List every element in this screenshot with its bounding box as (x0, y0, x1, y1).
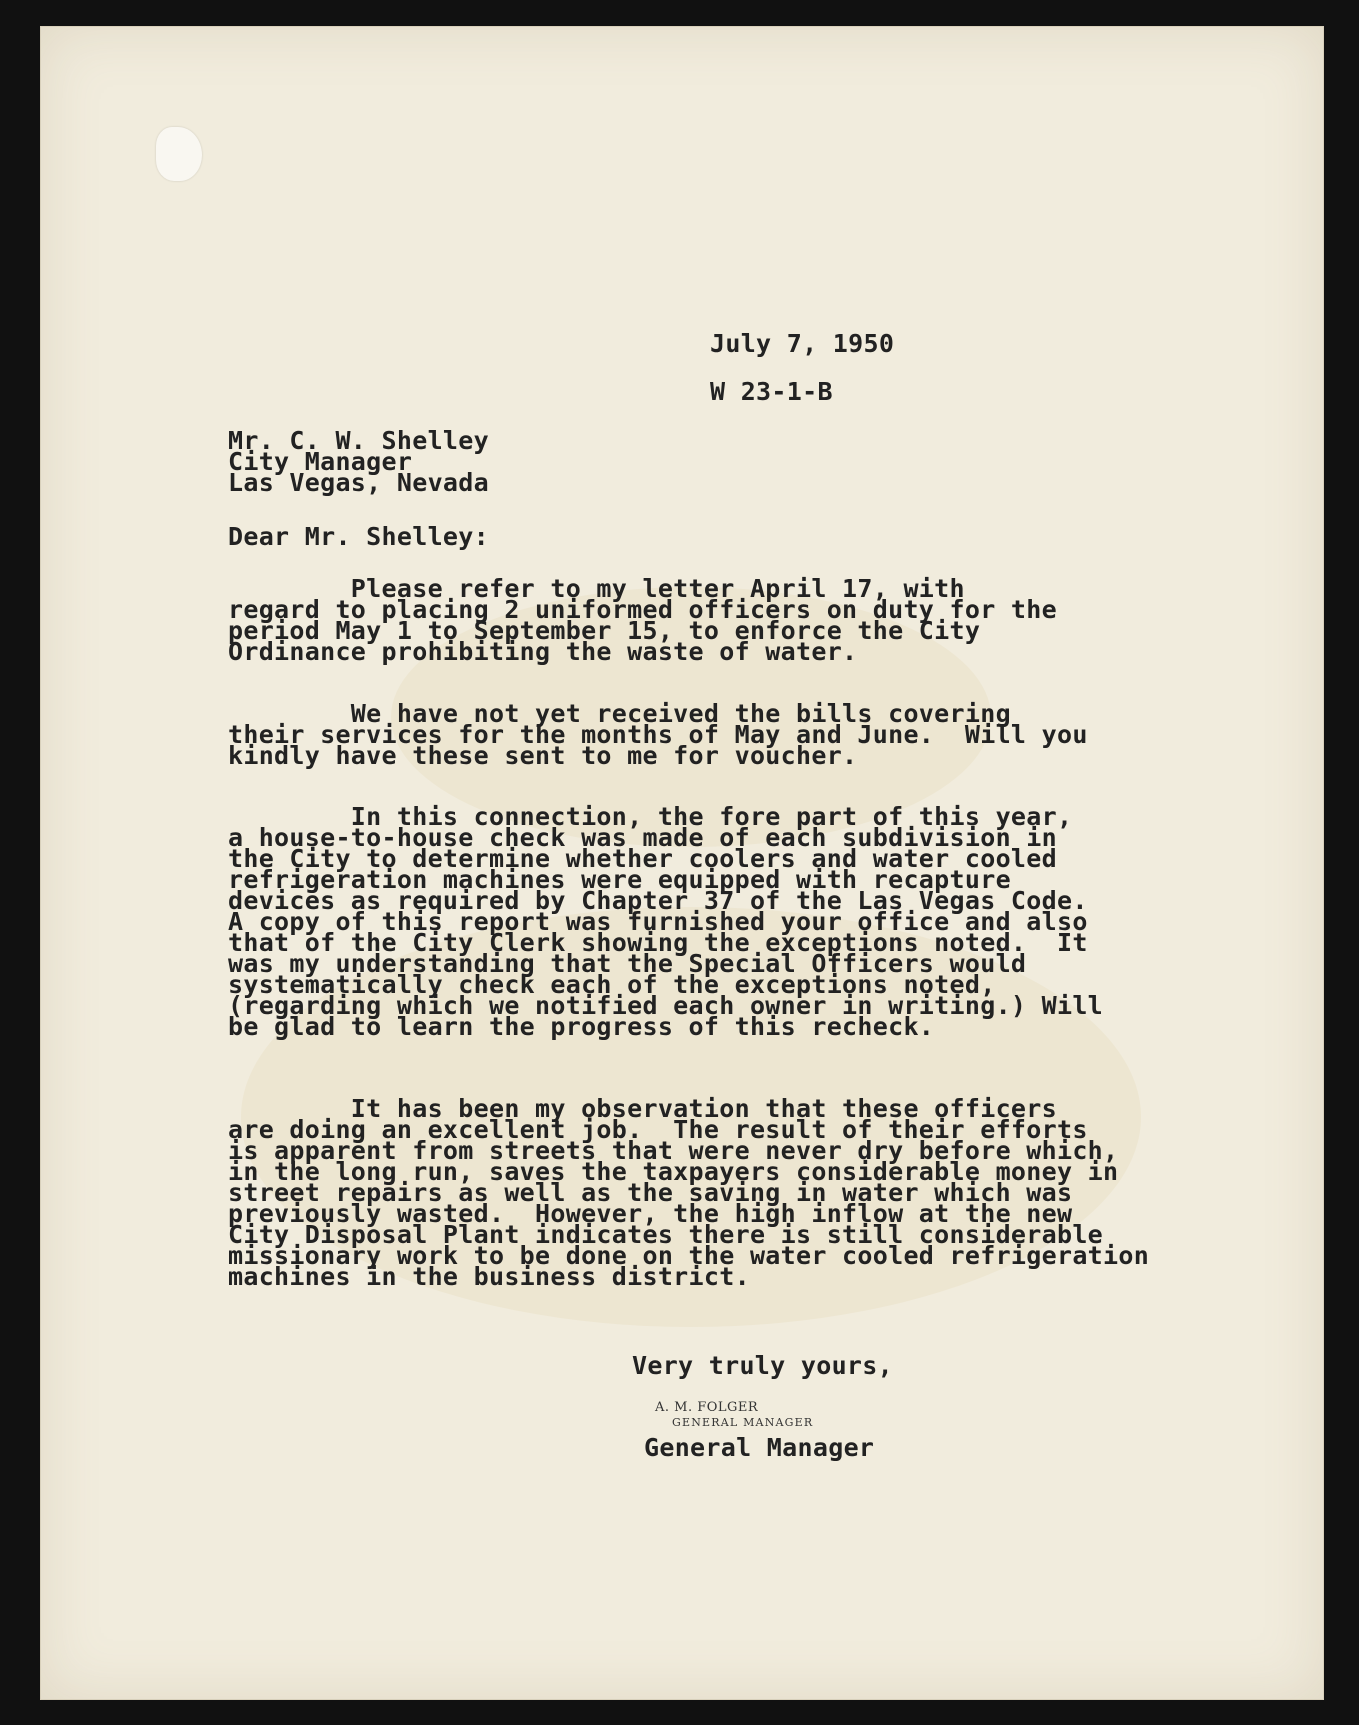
paragraph-line: regard to placing 2 uniformed officers on duty for the (228, 595, 1057, 624)
paragraph-line: missionary work to be done on the water cooled refrigeration (228, 1241, 1150, 1270)
paragraph-line: systematically check each of the exceptions noted, (228, 970, 996, 999)
paragraph-line: We have not yet received the bills covering (228, 699, 1011, 728)
paragraph-line: refrigeration machines were equipped with recapture (228, 865, 1011, 894)
paragraph-line: Please refer to my letter April 17, with (228, 574, 965, 603)
signature-stamp-name: A. M. FOLGER (655, 1400, 759, 1415)
body-paragraph-4 (228, 1094, 1150, 1291)
paragraph-line: devices as required by Chapter 37 of the Las Vegas Code. (228, 886, 1088, 915)
paragraph-line: It has been my observation that these officers (228, 1094, 1057, 1123)
paragraph-line: a house-to-house check was made of each subdivision in (228, 823, 1057, 852)
paragraph-line: Ordinance prohibiting the waste of water. (228, 637, 858, 666)
paragraph-line: that of the City Clerk showing the exceptions noted. It (228, 928, 1088, 957)
paper-tear-mark (156, 127, 202, 181)
paragraph-line: kindly have these sent to me for voucher. (228, 741, 858, 770)
paragraph-line: In this connection, the fore part of this year, (228, 802, 1073, 831)
paragraph-line: the City to determine whether coolers and water cooled (228, 844, 1057, 873)
recipient-location: Las Vegas, Nevada (228, 468, 489, 497)
body-paragraph-3 (228, 802, 1104, 1041)
paragraph-line: period May 1 to September 15, to enforce the City (228, 616, 981, 645)
file-reference: W 23-1-B (710, 377, 833, 406)
paragraph-line: machines in the business district. (228, 1262, 750, 1291)
paragraph-line: (regarding which we notified each owner in writing.) Will (228, 991, 1104, 1020)
signer-title: General Manager (644, 1433, 875, 1462)
paragraph-line: their services for the months of May and June. Will you (228, 720, 1088, 749)
recipient-name: Mr. C. W. Shelley (228, 426, 489, 455)
paragraph-line: City Disposal Plant indicates there is still considerable (228, 1220, 1104, 1249)
paragraph-line: was my understanding that the Special Officers would (228, 949, 1027, 978)
recipient-address (228, 426, 489, 497)
recipient-title: City Manager (228, 447, 413, 476)
paragraph-line: A copy of this report was furnished your office and also (228, 907, 1088, 936)
body-paragraph-2 (228, 699, 1088, 770)
closing: Very truly yours, (632, 1351, 893, 1380)
paragraph-line: be glad to learn the progress of this recheck. (228, 1012, 935, 1041)
signature-stamp-title: GENERAL MANAGER (672, 1416, 814, 1429)
paragraph-line: is apparent from streets that were never dry before which, (228, 1136, 1119, 1165)
body-paragraph-1 (228, 574, 1057, 666)
salutation: Dear Mr. Shelley: (228, 522, 489, 551)
paragraph-line: in the long run, saves the taxpayers considerable money in (228, 1157, 1119, 1186)
paragraph-line: previously wasted. However, the high inflow at the new (228, 1199, 1073, 1228)
letter-date: July 7, 1950 (710, 329, 895, 358)
paragraph-line: are doing an excellent job. The result of their efforts (228, 1115, 1088, 1144)
paragraph-line: street repairs as well as the saving in water which was (228, 1178, 1073, 1207)
